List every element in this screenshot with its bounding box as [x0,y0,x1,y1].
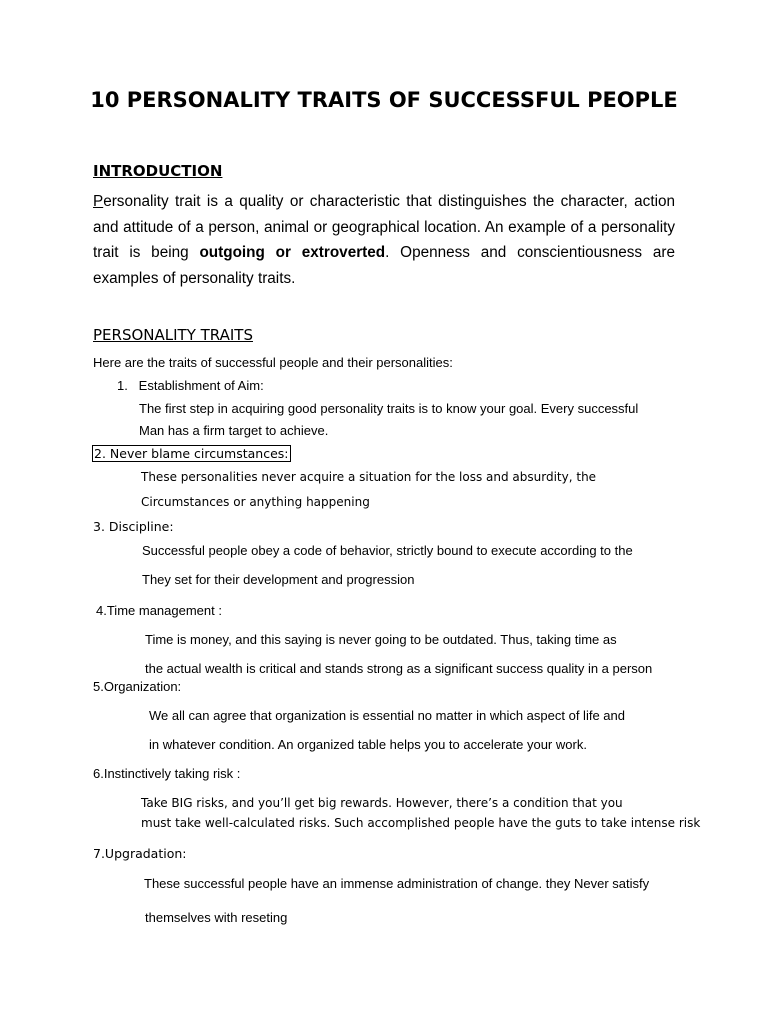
trait-line: These personalities never acquire a situation for the loss and absurdity, the [141,470,597,484]
trait-line: must take well-calculated risks. Such accomplished people have the guts to take intense risk [141,816,701,830]
introduction-text-before: ersonality trait is a quality or characteristic that distinguishes the character, action and attitude of a person, animal or geographical location. An example of a personality trait is being [93,193,675,261]
trait-line: in whatever condition. An organized table helps you to accelerate your work. [149,737,587,752]
trait-title-5: 5.Organization: [93,679,182,694]
traits-lead-text: Here are the traits of successful people and their personalities: [93,355,453,370]
trait-line: the actual wealth is critical and stands strong as a significant success quality in a person [145,661,653,676]
trait-line: Man has a firm target to achieve. [139,423,329,438]
introduction-text-after: . Openness and conscientiousness are examples of personality traits. [93,244,675,287]
trait-title-3: 3. Discipline: [93,519,174,534]
trait-title-4: 4.Time management : [96,603,222,618]
trait-line: The first step in acquiring good personality traits is to know your goal. Every successful [139,401,639,416]
personality-traits-heading: PERSONALITY TRAITS [93,326,253,344]
trait-line: Successful people obey a code of behavior, strictly bound to execute according to the [142,543,633,558]
trait-title-6: 6.Instinctively taking risk : [93,766,241,781]
trait-line: Take BIG risks, and you’ll get big rewards. However, there’s a condition that you [141,796,623,810]
trait-line: They set for their development and progression [142,572,415,587]
trait-line: We all can agree that organization is essential no matter in which aspect of life and [149,708,625,723]
introduction-bold-phrase: outgoing or extroverted [199,244,386,261]
trait-line: These successful people have an immense administration of change. they Never satisfy [144,876,650,891]
trait-line: Time is money, and this saying is never going to be outdated. Thus, taking time as [145,632,617,647]
introduction-heading: INTRODUCTION [93,162,223,180]
trait-title-2: 2. Never blame circumstances: [94,446,289,461]
trait-line: Circumstances or anything happening [141,495,370,509]
document-title: 10 PERSONALITY TRAITS OF SUCCESSFUL PEOPLE [90,88,678,112]
trait-title-7: 7.Upgradation: [93,846,187,861]
trait-title-1: 1. Establishment of Aim: [117,378,264,393]
trait-line: themselves with reseting [145,910,288,925]
introduction-paragraph [93,189,675,291]
introduction-first-letter: P [93,193,104,210]
